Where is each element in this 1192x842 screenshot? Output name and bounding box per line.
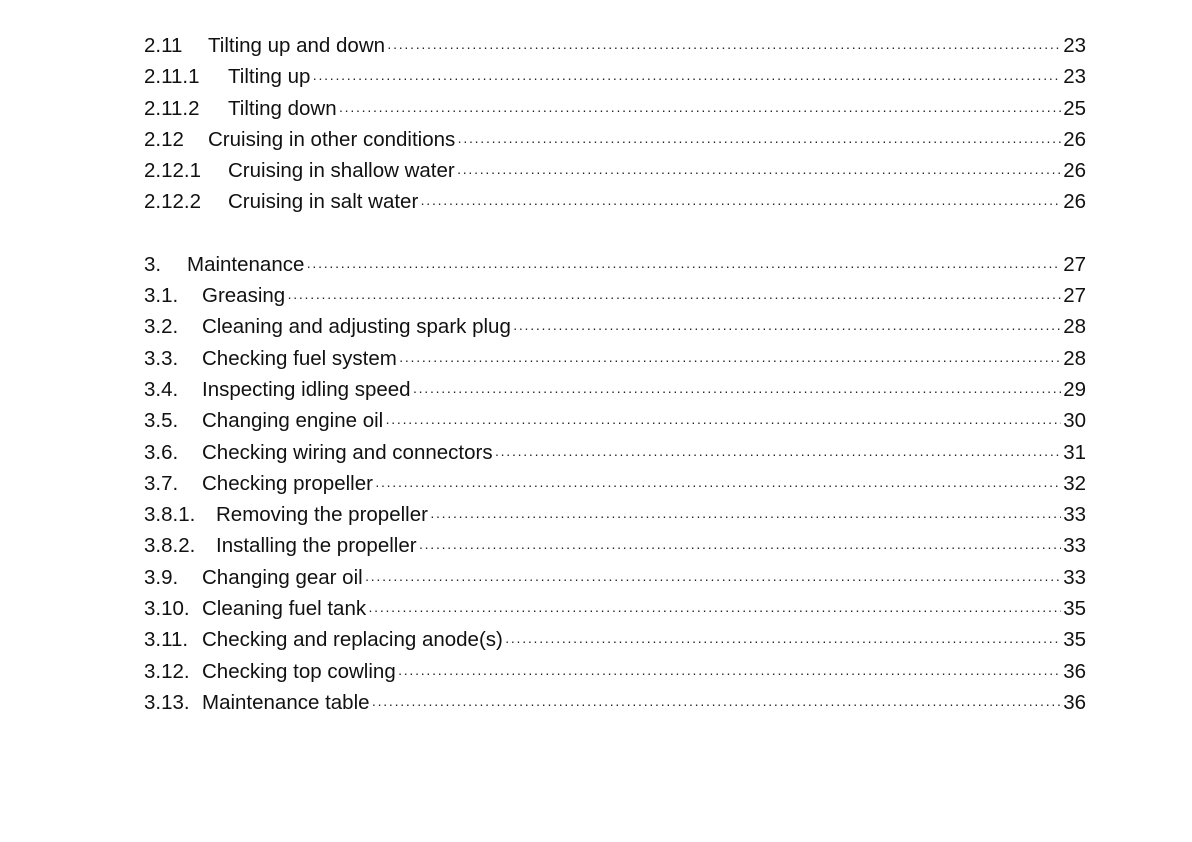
toc-entry bbox=[144, 155, 1086, 186]
toc-entry-page-number: 35 bbox=[1063, 597, 1086, 621]
toc-entry-number: 2.12.2 bbox=[144, 190, 201, 214]
toc-entry-number: 3.4. bbox=[144, 377, 179, 401]
toc-entry-number: 3. bbox=[144, 252, 162, 276]
toc-entry-number: 3.3. bbox=[144, 346, 179, 370]
toc-entry bbox=[144, 437, 1086, 468]
toc-entry-title: Changing engine oil bbox=[202, 409, 384, 433]
dot-leader bbox=[495, 439, 1062, 470]
toc-entry-title: Checking and replacing anode(s) bbox=[202, 628, 503, 652]
toc-entry-page-number: 33 bbox=[1063, 565, 1086, 589]
toc-entry-number: 3.2. bbox=[144, 315, 179, 339]
toc-entry bbox=[144, 93, 1086, 124]
toc-entry-page-number: 23 bbox=[1063, 65, 1086, 89]
toc-entry-title: Checking propeller bbox=[202, 471, 373, 495]
dot-leader bbox=[420, 188, 1061, 219]
dot-leader bbox=[419, 532, 1062, 563]
toc-entry-number: 3.5. bbox=[144, 409, 179, 433]
dot-leader bbox=[372, 689, 1062, 720]
toc-entry-number: 2.11.1 bbox=[144, 65, 200, 89]
toc-entry-title: Checking fuel system bbox=[202, 346, 397, 370]
toc-entry-number: 3.10. bbox=[144, 597, 190, 621]
toc-entry-page-number: 35 bbox=[1063, 628, 1086, 652]
toc-entry bbox=[144, 374, 1086, 405]
toc-entry-page-number: 32 bbox=[1063, 471, 1086, 495]
toc-entry-title: Tilting up bbox=[228, 65, 311, 89]
toc-entry-number: 3.6. bbox=[144, 440, 179, 464]
toc-entry-title: Changing gear oil bbox=[202, 565, 363, 589]
toc-entry-title: Cruising in shallow water bbox=[228, 159, 455, 183]
toc-entry-page-number: 30 bbox=[1063, 409, 1086, 433]
toc-entry-page-number: 26 bbox=[1063, 159, 1086, 183]
toc-entry-page-number: 27 bbox=[1063, 284, 1086, 308]
toc-entry-title: Cruising in other conditions bbox=[208, 127, 456, 151]
toc-entry bbox=[144, 343, 1086, 374]
dot-leader bbox=[287, 282, 1061, 313]
toc-entry bbox=[144, 124, 1086, 155]
toc-entry-number: 2.11 bbox=[144, 34, 183, 57]
dot-leader bbox=[505, 626, 1061, 657]
toc-entry-number: 3.9. bbox=[144, 565, 179, 589]
toc-entry-title: Cleaning fuel tank bbox=[202, 597, 367, 621]
toc-entry bbox=[144, 280, 1086, 311]
dot-leader bbox=[430, 501, 1061, 532]
table-of-contents bbox=[144, 30, 1086, 718]
toc-entry-title: Removing the propeller bbox=[216, 503, 428, 527]
toc-entry-title: Checking wiring and connectors bbox=[202, 440, 493, 464]
toc-entry-number: 2.12 bbox=[144, 127, 184, 151]
toc-entry bbox=[144, 499, 1086, 530]
dot-leader bbox=[413, 376, 1062, 407]
toc-entry-title: Inspecting idling speed bbox=[202, 377, 411, 401]
toc-entry-page-number: 26 bbox=[1063, 127, 1086, 151]
toc-entry-number: 3.8.2. bbox=[144, 534, 196, 558]
toc-entry-page-number: 26 bbox=[1063, 190, 1086, 214]
toc-entry bbox=[144, 562, 1086, 593]
toc-entry bbox=[144, 687, 1086, 718]
toc-entry bbox=[144, 311, 1086, 342]
toc-entry bbox=[144, 468, 1086, 499]
toc-entry-title: Maintenance bbox=[187, 252, 305, 276]
toc-entry-page-number: 33 bbox=[1063, 534, 1086, 558]
dot-leader bbox=[375, 470, 1061, 501]
toc-entry-title: Tilting down bbox=[228, 96, 337, 120]
toc-entry-page-number: 33 bbox=[1063, 503, 1086, 527]
toc-entry-number: 3.8.1. bbox=[144, 503, 196, 527]
dot-leader bbox=[339, 95, 1062, 126]
toc-entry bbox=[144, 186, 1086, 217]
toc-entry-page-number: 36 bbox=[1063, 659, 1086, 683]
toc-entry-page-number: 27 bbox=[1063, 252, 1086, 276]
toc-entry bbox=[144, 593, 1086, 624]
toc-entry-number: 3.11. bbox=[144, 628, 189, 652]
dot-leader bbox=[306, 251, 1061, 282]
toc-entry-title: Cruising in salt water bbox=[228, 190, 419, 214]
toc-entry-title: Maintenance table bbox=[202, 690, 370, 714]
toc-entry-page-number: 28 bbox=[1063, 315, 1086, 339]
toc-entry bbox=[144, 624, 1086, 655]
toc-entry bbox=[144, 249, 1086, 280]
toc-section bbox=[144, 30, 1086, 218]
toc-entry-page-number: 31 bbox=[1063, 440, 1086, 464]
dot-leader bbox=[513, 313, 1061, 344]
dot-leader bbox=[398, 658, 1061, 689]
toc-entry-title: Checking top cowling bbox=[202, 659, 396, 683]
toc-entry-title: Installing the propeller bbox=[216, 534, 417, 558]
dot-leader bbox=[385, 407, 1061, 438]
dot-leader bbox=[368, 595, 1061, 626]
toc-entry-page-number: 28 bbox=[1063, 346, 1086, 370]
toc-section bbox=[144, 249, 1086, 718]
toc-entry-page-number: 23 bbox=[1063, 34, 1086, 57]
toc-entry bbox=[144, 61, 1086, 92]
dot-leader bbox=[457, 157, 1061, 188]
toc-entry-number: 2.12.1 bbox=[144, 159, 201, 183]
dot-leader bbox=[312, 63, 1061, 94]
toc-entry bbox=[144, 530, 1086, 561]
toc-entry-page-number: 25 bbox=[1063, 96, 1086, 120]
toc-entry-title: Tilting up and down bbox=[208, 34, 386, 57]
toc-entry bbox=[144, 656, 1086, 687]
toc-entry bbox=[144, 30, 1086, 61]
toc-entry-number: 3.7. bbox=[144, 471, 179, 495]
toc-entry-number: 3.1. bbox=[144, 284, 179, 308]
toc-entry-number: 2.11.2 bbox=[144, 96, 200, 120]
toc-entry-title: Cleaning and adjusting spark plug bbox=[202, 315, 511, 339]
dot-leader bbox=[457, 126, 1061, 157]
toc-entry-number: 3.13. bbox=[144, 690, 190, 714]
toc-entry bbox=[144, 405, 1086, 436]
toc-entry-page-number: 36 bbox=[1063, 690, 1086, 714]
toc-entry-title: Greasing bbox=[202, 284, 286, 308]
dot-leader bbox=[387, 32, 1061, 63]
dot-leader bbox=[365, 564, 1061, 595]
toc-entry-number: 3.12. bbox=[144, 659, 190, 683]
toc-entry-page-number: 29 bbox=[1063, 377, 1086, 401]
dot-leader bbox=[399, 345, 1061, 376]
